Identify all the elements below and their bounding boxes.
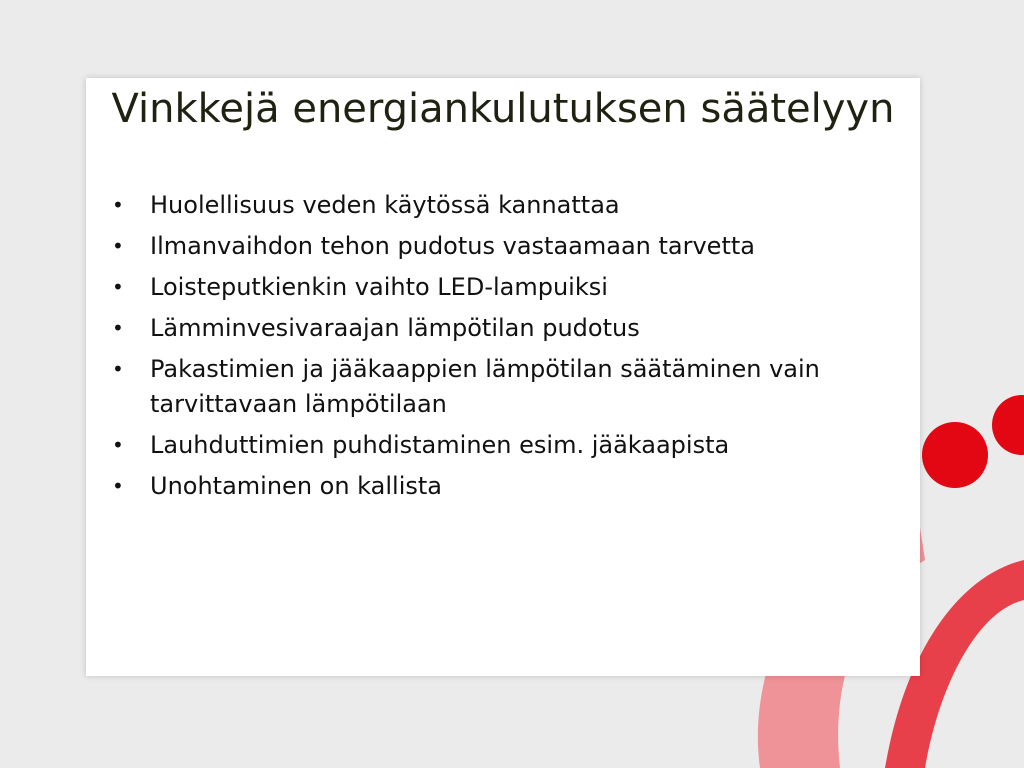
list-item: [112, 229, 902, 264]
slide-title: Vinkkejä energiankulutuksen säätelyyn: [111, 86, 895, 132]
bullet-text: Huolellisuus veden käytössä kannattaa: [150, 191, 620, 219]
bullet-dot-icon: •: [112, 234, 124, 258]
bullet-text: Pakastimien ja jääkaappien lämpötilan säätäminen vain tarvittavaan lämpötilaan: [150, 355, 820, 418]
bullet-text: Lämminvesivaraajan lämpötilan pudotus: [150, 314, 640, 342]
logo-circle-small: [992, 395, 1024, 455]
bullet-list: [112, 188, 902, 510]
bullet-text: Unohtaminen on kallista: [150, 472, 442, 500]
list-item: [112, 270, 902, 305]
list-item: [112, 311, 902, 346]
content-card: [86, 78, 920, 676]
list-item: [112, 428, 902, 463]
bullet-dot-icon: •: [112, 193, 124, 217]
bullet-dot-icon: •: [112, 316, 124, 340]
bullet-text: Loisteputkienkin vaihto LED-lampuiksi: [150, 273, 608, 301]
bullet-dot-icon: •: [112, 275, 124, 299]
bullet-dot-icon: •: [112, 433, 124, 457]
logo-circle-large: [922, 422, 988, 488]
list-item: [112, 469, 902, 504]
bullet-dot-icon: •: [112, 357, 124, 381]
bullet-text: Ilmanvaihdon tehon pudotus vastaamaan tarvetta: [150, 232, 755, 260]
bullet-dot-icon: •: [112, 474, 124, 498]
list-item: [112, 352, 902, 422]
list-item: [112, 188, 902, 223]
bullet-text: Lauhduttimien puhdistaminen esim. jääkaapista: [150, 431, 730, 459]
